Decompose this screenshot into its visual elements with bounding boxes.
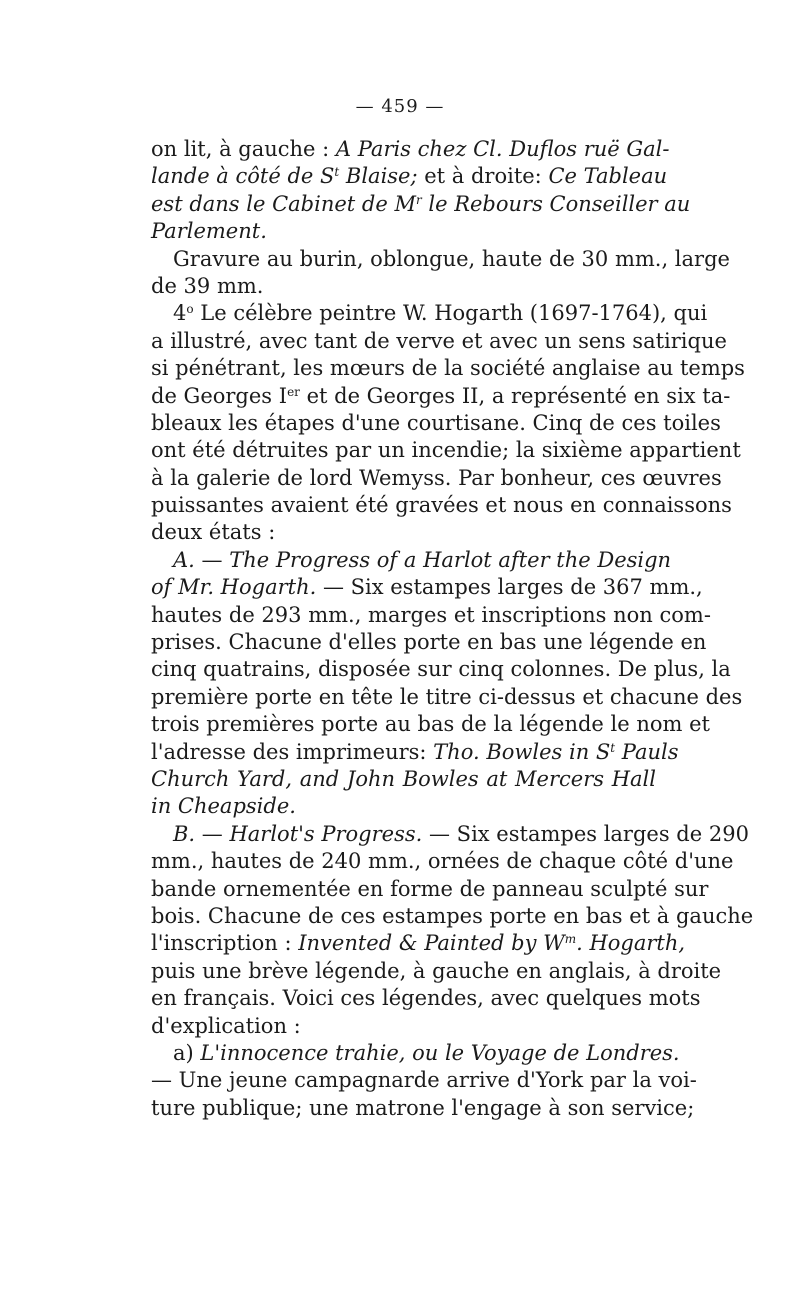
italic-text: A Paris chez Cl. Duflos ruë Gal-: [335, 137, 670, 161]
text-line: [151, 191, 691, 218]
italic-text: B.: [173, 821, 196, 846]
text-segment: bois. Chacune de ces estampes porte en bas et à gauche: [151, 903, 754, 928]
text-segment: — Six estampes larges de 367 mm.,: [316, 575, 703, 600]
text-segment: 4: [173, 301, 187, 326]
italic-text: Church Yard, and John Bowles at Mercers Hall: [151, 766, 656, 791]
text-line: [151, 1067, 697, 1094]
text-segment: trois premières porte au bas de la légende le nom et: [151, 712, 710, 737]
text-line: [151, 410, 721, 437]
text-segment: a): [173, 1040, 201, 1065]
italic-text: Blaise;: [339, 164, 418, 189]
italic-text: Invented & Painted by W: [298, 931, 565, 956]
text-line: [151, 300, 708, 327]
text-segment: ont été détruites par un incendie; la sixième appartient: [151, 438, 741, 463]
text-segment: —: [195, 821, 230, 846]
text-line: [151, 574, 703, 601]
text-line: [151, 1040, 680, 1067]
text-segment: à la galerie de lord Wemyss. Par bonheur, ces œuvres: [151, 465, 722, 490]
text-segment: première porte en tête le titre ci-dessus et chacune des: [151, 684, 743, 709]
text-segment: en français. Voici ces légendes, avec quelques mots: [151, 986, 701, 1011]
text-line: [151, 1013, 656, 1040]
text-line: [151, 328, 727, 355]
text-segment: —: [194, 547, 230, 572]
text-segment: hautes de 293 mm., marges et inscriptions non com-: [151, 602, 711, 627]
text-line: [151, 383, 731, 410]
text-segment: de 39 mm.: [151, 273, 264, 298]
text-segment: et à droite:: [417, 164, 549, 189]
italic-text: Parlement.: [151, 219, 267, 244]
text-line: [151, 246, 730, 273]
page-number: — 459 —: [355, 96, 445, 117]
italic-text: . Hogarth,: [576, 931, 686, 956]
italic-text: Pauls: [615, 739, 679, 764]
text-segment: Le célèbre peintre W. Hogarth (1697-1764), qui: [193, 301, 708, 326]
text-segment: ture publique; une matrone l'engage à son service;: [151, 1095, 695, 1120]
text-segment: puis une brève légende, à gauche en anglais, à droite: [151, 958, 722, 983]
text-line: [151, 930, 686, 957]
text-segment: — Six estampes larges de 290: [422, 821, 749, 846]
text-segment: on lit, à gauche :: [151, 137, 336, 161]
text-line: [151, 766, 656, 793]
italic-text: Harlot's Progress.: [229, 821, 423, 846]
text-line: [151, 547, 672, 574]
text-line: [151, 876, 709, 903]
text-segment: puissantes avaient été gravées et nous en connaissons: [151, 493, 732, 518]
text-segment: bande ornementée en forme de panneau sculpté sur: [151, 876, 709, 901]
text-segment: prises. Chacune d'elles porte en bas une légende en: [151, 630, 707, 655]
text-segment: Gravure au burin, oblongue, haute de 30 mm., large: [173, 246, 730, 271]
superscript: t: [334, 165, 340, 180]
italic-text: The Progress of a Harlot after the Design: [229, 547, 672, 572]
text-line: [151, 629, 707, 656]
text-line: [151, 1095, 695, 1122]
italic-text: A.: [173, 547, 195, 572]
body-text: [151, 136, 754, 1122]
text-segment: deux états :: [151, 520, 276, 545]
text-segment: l'inscription :: [151, 931, 299, 956]
text-line: [151, 519, 656, 546]
italic-text: of Mr. Hogarth.: [151, 575, 317, 600]
text-line: [151, 218, 656, 245]
text-line: [151, 437, 741, 464]
italic-text: Ce Tableau: [548, 164, 668, 189]
italic-text: lande à côté de S: [151, 164, 335, 189]
superscript: o: [186, 302, 194, 317]
superscript: er: [287, 384, 300, 399]
text-line: [151, 163, 668, 190]
text-line: [151, 465, 722, 492]
superscript: t: [610, 740, 616, 755]
text-line: [151, 793, 656, 820]
text-line: [151, 848, 734, 875]
text-line: [151, 492, 732, 519]
text-segment: d'explication :: [151, 1013, 301, 1038]
text-segment: a illustré, avec tant de verve et avec un sens satirique: [151, 328, 727, 353]
text-line: [151, 684, 743, 711]
text-line: [151, 656, 731, 683]
italic-text: le Rebours Conseiller au: [421, 191, 691, 216]
superscript: m: [564, 932, 577, 947]
text-segment: mm., hautes de 240 mm., ornées de chaque côté d'une: [151, 849, 734, 874]
text-segment: — Une jeune campagnarde arrive d'York par la voi-: [151, 1068, 697, 1093]
italic-text: in Cheapside.: [151, 794, 296, 819]
text-segment: et de Georges II, a représenté en six ta-: [299, 383, 731, 408]
text-line: [151, 136, 670, 163]
text-line: [151, 602, 711, 629]
text-segment: de Georges I: [151, 383, 288, 408]
text-line: [151, 821, 749, 848]
italic-text: est dans le Cabinet de M: [151, 191, 416, 216]
text-line: [151, 273, 656, 300]
text-line: [151, 985, 701, 1012]
text-line: [151, 903, 754, 930]
text-segment: bleaux les étapes d'une courtisane. Cinq de ces toiles: [151, 410, 721, 435]
text-segment: cinq quatrains, disposée sur cinq colonnes. De plus, la: [151, 657, 731, 682]
italic-text: L'innocence trahie, ou le Voyage de Londres.: [200, 1040, 680, 1065]
text-segment: l'adresse des imprimeurs:: [151, 739, 434, 764]
text-segment: si pénétrant, les mœurs de la société anglaise au temps: [151, 356, 745, 381]
text-line: [151, 711, 710, 738]
text-line: [151, 739, 679, 766]
text-line: [151, 355, 745, 382]
superscript: r: [415, 192, 422, 207]
italic-text: Tho. Bowles in S: [433, 739, 611, 764]
text-line: [151, 958, 722, 985]
